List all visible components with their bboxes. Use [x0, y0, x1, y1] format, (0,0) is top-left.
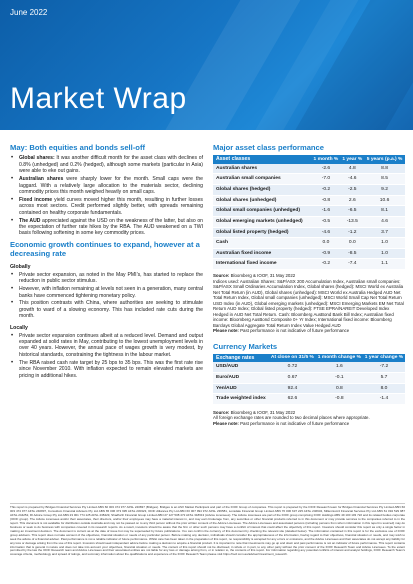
table-row [213, 238, 405, 249]
cell-value: -0.8 [316, 394, 363, 405]
asset-class-source [213, 273, 405, 334]
table-row [213, 206, 405, 217]
note-label: Please note: [213, 420, 239, 426]
cell-value: 0.0 [311, 238, 340, 249]
row-label: Euro/AUD [213, 372, 269, 383]
table-row [213, 248, 405, 259]
cell-value: -7.4 [340, 259, 364, 270]
table-header-row [213, 354, 405, 362]
list-item [10, 360, 203, 379]
subheading-globally: Globally [10, 263, 31, 270]
issue-date: June 2022 [10, 8, 48, 17]
publication-title: Market Wrap [10, 82, 187, 115]
cell-value: -0.8 [311, 195, 340, 206]
bullet-text: Private sector expansion, as noted in the May PMI’s, has started to replace the reduction in public sector stimulus. [19, 271, 203, 285]
cell-value: 4.6 [364, 216, 405, 227]
cell-value: 8.8 [364, 164, 405, 174]
column-header: 1 year % [340, 155, 364, 163]
row-label: Trade weighted index [213, 394, 269, 405]
list-item [10, 286, 203, 299]
cell-value: 0.0 [340, 238, 364, 249]
note-text: Past performance is not indicative of future performance [238, 420, 350, 426]
currency-source [213, 410, 405, 427]
cell-value: 5.7 [363, 372, 405, 383]
row-label: Global shares (unhedged) [213, 195, 311, 206]
bullet-text: However, with inflation remaining at levels not seen in a generation, many central banks have commenced tightening monetary policy. [19, 286, 203, 299]
cell-value: 1.0 [364, 238, 405, 249]
cell-value: -6.5 [340, 206, 364, 217]
table-header-row [213, 155, 405, 163]
market-summary-list [10, 155, 203, 236]
row-label: USD/AUD [213, 362, 269, 372]
cell-value: -0.2 [311, 259, 340, 270]
table-row [213, 185, 405, 196]
cell-value: 1.0 [364, 248, 405, 259]
disclaimer-text: This report is prepared by Bridges Financial Services Pty Limited ABN 60 003 474 977 AFSL 240837 (Bridges). Bridges is an ASX Market Participant and part of the IOOF Group of companies. This report is prepared by the IOOF Research team for Bridges Financial Services Pty Limited ABN 60 003 474 977 AFSL 240837, Consultum Financial Advisers Pty Ltd ABN 65 006 373 995 AFSL 230323, IOOF Alliances Pty Ltd ABN 60 007 994 972 AFSL 236581, Lonsdale Financial Group Limited ABN 76 006 637 225 AFSL 246934, Millennium3 Financial Services Pty Ltd ABN 61 094 529 987 AFSL 244252, RI Advice Group Pty Ltd ABN 23 001 774 125 AFSL 238429, Shadforth Financial Group Limited ABN 27 127 508 472 AFSL 318613 (Advice Licensees). The Advice Licensees are part of the IOOF group comprising IOOF Holdings ABN 49 100 103 722 and its related bodies corporate (IOOF group). The Advice Licensees and/or their associates, their directors, and/or their employees may have a material interest in, and may earn brokerage from, any securities or other financial products referred to in this document or may provide services to the companies referred to in the report. This document is not available for distribution outside Australia and may not be passed on to any third person without the prior written consent of the Advice Licensees. The Advice Licensees and associated persons (including persons from whom information in this report is sourced) may do business or seek to do business with companies covered in its research reports. As a result, investors should be aware that the firm or other such persons may have a conflict of interest that could affect the objectivity of this report. Investors should consider this report as only a single factor in making an investment decision. The document is current as at the date of issue but may be superseded by future publications. You can confirm the currency of this document by checking the relevant site (detailed below). The information contained in this report is for the exclusive use of IOOF group advisers. This report does not take account of the objectives, financial situation or needs of any particular person. Before making any decision, individuals should consider the appropriateness of the information, having regard to their objectives, financial situation or needs, and may wish to seek the advice of a financial adviser. Past performance is not a reliable indicator of future performance. Whilst care has been taken in the preparation of this report, no responsibility is accepted for any errors or omissions, and the Advice Licensees and their associates do not accept any liability for any loss or damage arising from the use of this report. Investors should seek independent advice before making a decision to acquire a financial product. It is important to note that investments may go up and down and past performance is not an indicator of future performance. This report contains information that is general in nature and does not take into account your objectives, financial situation or needs. The content of this report should not be disclosed, in whole or in part, to any other party without the prior consent of the IOOF Research Team and Advice Licensees. To the extent permitted by the law the IOOF Research team and Advice Licensees and their associated entities are not liable for any loss or damage arising from, or in relation to, the contents of this report. For information regarding any potential conflicts of interest and analyst holdings, IOOF Research Team’s coverage criteria, methodology and spread of ratings, and summary information about the qualifications and experience of the IOOF Research Team please visit https://ioof.com.au/adviser/investment_research. [10, 505, 405, 557]
section-heading-currency: Currency Markets [213, 341, 278, 351]
bullet-text: were sharply lower for the month. Small caps were the laggard. With a relatively large allocation to the materials sector, declining commodity prices this month weighed heavily on small caps. [19, 176, 203, 196]
table-row [213, 216, 405, 227]
bullet-text: Private sector expansion continues albeit at a reduced level. Demand and output expanded at solid rates in May, contributing to the lowest unemployment levels in over 40 years. However, the annual pace of wages growth is very modest, by historical standards, constraining the tightness in the labour market. [19, 332, 203, 358]
cell-value: 1.1 [364, 259, 405, 270]
source-label: Source: [213, 409, 230, 415]
row-label: Global shares (hedged) [213, 185, 311, 196]
cell-value: 8.0 [363, 383, 405, 394]
section-heading-may: May: Both equities and bonds sell-off [10, 143, 146, 152]
cell-value: -0.1 [316, 372, 363, 383]
table-row [213, 372, 405, 383]
cell-value: -1.2 [340, 227, 364, 238]
bullet-text: It was another difficult month for the asset class with declines of 0.8% (unhedged) and 0.2% (hedged), although some markets (particular in Asia) were able to eke out gains. [19, 155, 204, 175]
list-item [10, 300, 203, 319]
table-row [213, 195, 405, 206]
cell-value: 0.8 [316, 383, 363, 394]
column-header: Exchange rates [213, 354, 269, 362]
table-row [213, 164, 405, 174]
column-header: 5 years (p.a.) % [364, 155, 405, 163]
section-heading-asset-class: Major asset class performance [213, 143, 325, 152]
list-item [10, 272, 203, 285]
source-text: Bloomberg & IOOF, 31 May 2022 All foreign exchange rates are rounded to two decimal places where appropriate. [213, 409, 370, 421]
row-label: Global small companies (unhedged) [213, 206, 311, 217]
cell-value: 0.72 [269, 362, 316, 372]
cell-value: -0.2 [311, 185, 340, 196]
column-header: 1 month change % [316, 354, 363, 362]
global-economy-list [10, 272, 203, 320]
note-text: Past performance is not indicative of future performance [238, 328, 350, 334]
column-header: 1 year change % [363, 354, 405, 362]
cell-value: 4.8 [340, 164, 364, 174]
table-row [213, 394, 405, 405]
cell-value: -1.4 [363, 394, 405, 405]
left-column [10, 143, 203, 381]
cell-value: -4.6 [340, 174, 364, 185]
list-item [10, 197, 203, 216]
row-label: Australian shares [213, 164, 311, 174]
list-item [10, 218, 203, 237]
table-row [213, 383, 405, 394]
row-label: Global listed property (hedged) [213, 227, 311, 238]
cell-value: -7.2 [363, 362, 405, 372]
cell-value: -0.9 [311, 248, 340, 259]
bullet-lead: Global shares: [19, 155, 55, 162]
cell-value: 2.6 [340, 195, 364, 206]
right-column [213, 143, 405, 426]
row-label: International fixed income [213, 259, 311, 270]
bullet-lead: Australian shares [19, 176, 64, 183]
bullet-text: yield curves moved higher this month, resulting in further losses across most sectors. Credit performed slightly better, with spreads remaining contained on healthy corporate fundamentals. [19, 196, 203, 216]
cell-value: -13.5 [340, 216, 364, 227]
cell-value: -8.5 [340, 248, 364, 259]
cell-value: 1.6 [316, 362, 363, 372]
row-label: Yen/AUD [213, 383, 269, 394]
cell-value: 10.6 [364, 195, 405, 206]
cell-value: 9.2 [364, 185, 405, 196]
table-row [213, 174, 405, 185]
list-item [10, 333, 203, 359]
cell-value: 3.7 [364, 227, 405, 238]
column-header: At close on 31/5 % [269, 354, 316, 362]
cell-value: -0.5 [311, 216, 340, 227]
table-row [213, 227, 405, 238]
note-label: Please note: [213, 328, 239, 334]
column-header: Asset classes [213, 155, 311, 163]
list-item [10, 176, 203, 195]
bullet-lead: Fixed income [19, 196, 53, 203]
cell-value: -7.0 [311, 174, 340, 185]
source-text: Bloomberg & IOOF, 31 May 2022 Indices used: Australian Shares: S&P/ASX 200 Accumulation Index, Australian small companies: S&P/ASX Small Ordinaries Accumulation Index, Global shares (hedged): MSCI World ex Australia Net Total Return (in AUD), Global shares (unhedged): MSCI World ex Australia Hedged AUD Net Total Return Index, Global small companies (unhedged): MSCI World Small Cap Net Total Return USD Index (in AUD), Global emerging markets (unhedged): MSCI Emerging Markets EM Net Total Return AUD Index; Global listed property (hedged): FTSE EPRA/NAREIT Developed Index Hedged in AUD Net Total Return. Cash: Bloomberg AusBond Bank Bill Index; Australian fixed income: Bloomberg AusBond Composite 0+ Yr Index; International fixed income: Bloomberg Barclays Global Aggregate Total Return Index Value Hedged AUD [213, 273, 404, 328]
cell-value: 0.67 [269, 372, 316, 383]
cell-value: 92.4 [269, 383, 316, 394]
cell-value: -4.6 [311, 227, 340, 238]
cell-value: -2.6 [311, 164, 340, 174]
table-row [213, 362, 405, 372]
list-item [10, 155, 203, 174]
row-label: Australian small companies [213, 174, 311, 185]
cell-value: -2.5 [340, 185, 364, 196]
cell-value: 8.1 [364, 206, 405, 217]
column-header: 1 month % [311, 155, 340, 163]
local-economy-list [10, 333, 203, 379]
header-banner [0, 0, 413, 130]
bullet-text: The RBA raised cash rate target by 25 bps to 35 bps. This was the first rate rise since November 2010. With inflation expected to remain elevated markets are pricing in additional hikes. [19, 359, 203, 379]
asset-class-table [213, 155, 405, 270]
row-label: Global emerging markets (unhedged) [213, 216, 311, 227]
subheading-locally: Locally [10, 324, 28, 331]
bullet-text: This position contrasts with China, where authorities are seeking to stimulate growth to ward of a slowing economy. This has included rate cuts during the month. [19, 300, 203, 320]
divider [10, 503, 405, 504]
row-label: Australian fixed income [213, 248, 311, 259]
section-heading-growth: Economic growth continues to expand, however at a decreasing rate [10, 239, 200, 259]
currency-table [213, 354, 405, 405]
table-row [213, 259, 405, 270]
cell-value: 8.5 [364, 174, 405, 185]
bullet-lead: The AUD [19, 217, 41, 224]
row-label: Cash [213, 238, 311, 249]
cell-value: -1.6 [311, 206, 340, 217]
bullet-text: appreciated against the USD on the weakness of the latter, but also on the expectation of further rate hikes by the RBA. The AUD weakened on a TWI basis following softening in some key commodity prices. [19, 217, 203, 237]
cell-value: 62.6 [269, 394, 316, 405]
source-label: Source: [213, 273, 230, 279]
